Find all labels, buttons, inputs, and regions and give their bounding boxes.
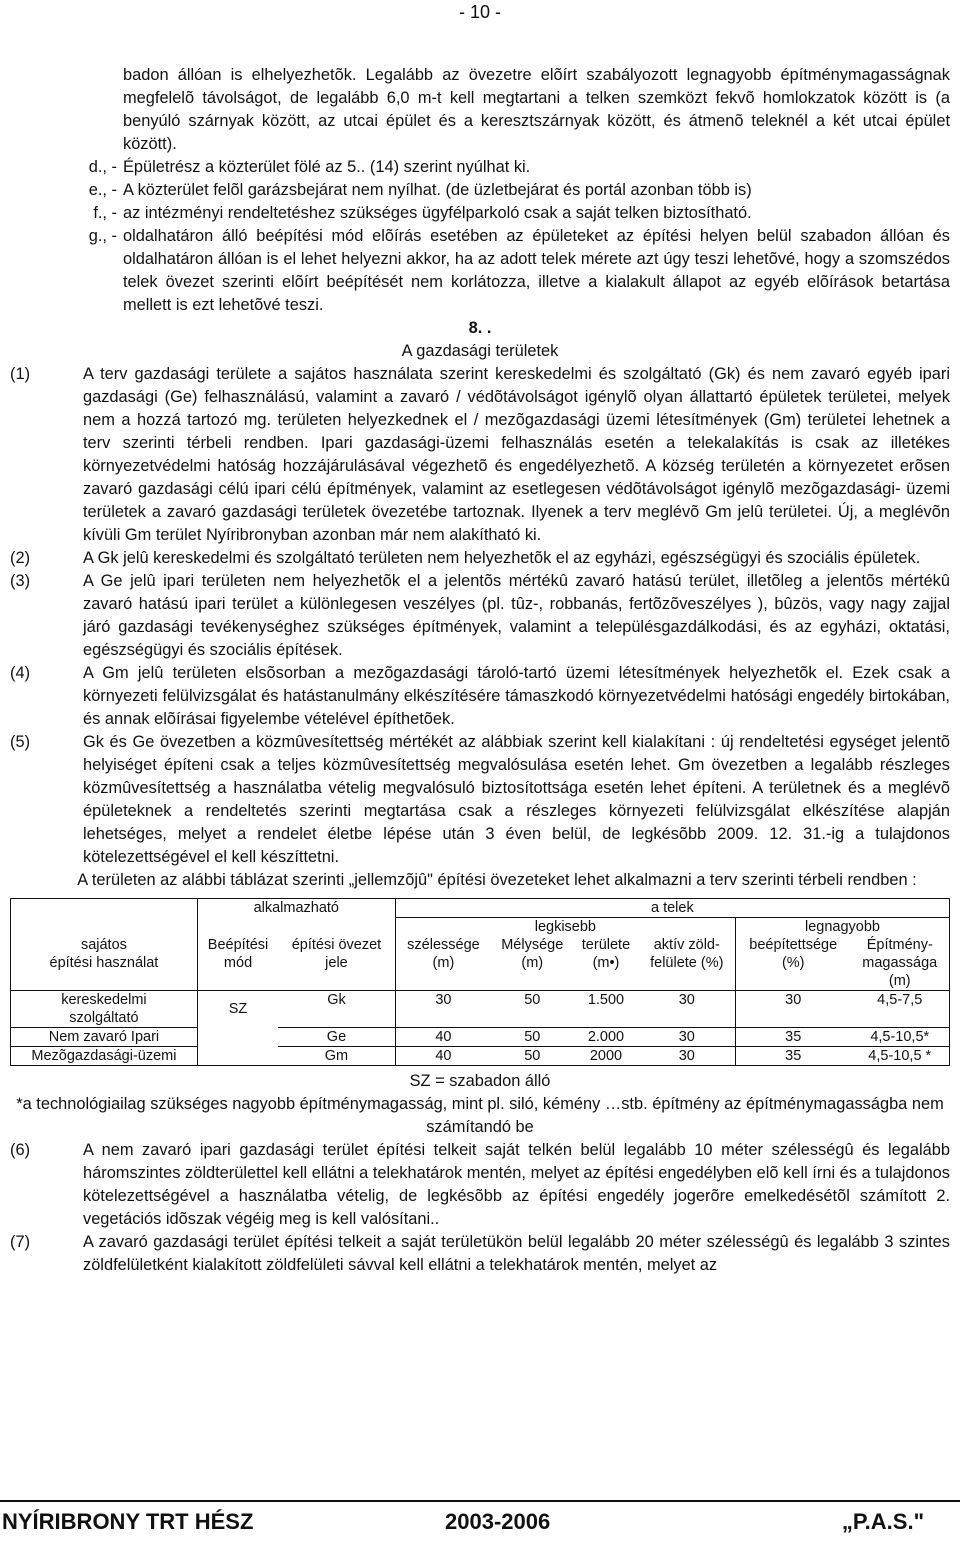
sub-item-text: oldalhatáron álló beépítési mód elõírás esetében az épületeket az építési helyen belül szabadon állóan és oldalhatáron állóan is el lehet helyezni akkor, ha az adott telek mérete azt úgy teszi lehetõvé, hogy a szomszédos telek övezet szerinti elõírt beépítését nem korlátozza, illetve a kialakult állapot az egyéb elõírások betartása mellett is ezt lehetõvé teszi. [123, 227, 950, 314]
intro-paragraph: badon állóan is elhelyezhetõk. Legalább az övezetre elõírt szabályozott legnagyobb építménymagasságnak megfelelõ távolságot, de legalább 6,0 m-t kell megtartani a telken szemközt fekvõ homlokzatok között is (a benyúló szárnyak között, az utcai épület és a keresztszárnyak között, és átmenõ teleknél a két utcai épület között). [123, 66, 950, 153]
note-star: *a technológiailag szükséges nagyobb építménymagasság, mint pl. siló, kémény …stb. építmény az építménymagasságba nem számítandó be [16, 1095, 944, 1136]
cell-height: 4,5-10,5 * [851, 1047, 950, 1066]
paragraph-2 [10, 547, 950, 570]
sub-item-text: az intézményi rendeltetéshez szükséges ügyfélparkoló csak a saját telken biztosítható. [123, 204, 752, 222]
paragraph-number: (2) [10, 549, 31, 567]
header-beepitettsege: beépítettsége [749, 937, 838, 953]
cell-depth: 50 [524, 992, 541, 1008]
paragraph-number: (7) [10, 1233, 31, 1251]
table-row [11, 1047, 950, 1066]
header-legkisebb: legkisebb [395, 918, 735, 937]
header-alkalmazhato: alkalmazható [197, 899, 395, 918]
cell-mod: SZ [197, 991, 278, 1028]
page-footer [0, 1500, 960, 1542]
header-jele: jele [278, 954, 395, 972]
cell-built: 30 [785, 992, 802, 1008]
section-number: 8. . [468, 319, 492, 337]
cell-area: 1.500 [587, 992, 625, 1008]
cell-built: 35 [735, 1047, 850, 1066]
cell-area: 2000 [573, 1047, 638, 1066]
cell-height: 4,5-10,5* [851, 1028, 950, 1047]
table-intro: A területen az alábbi táblázat szerinti „jellemzõjû" építési övezeteket lehet alkalmazni a terv szerinti térbeli rendben : [77, 871, 917, 889]
sub-item-label: d., - [88, 158, 117, 176]
cell-use: Nem zavaró Ipari [11, 1028, 198, 1047]
cell-use: kereskedelmi [11, 991, 198, 1010]
paragraph-text: A Ge jelû ipari területen nem helyezhetõk el a jelentõs mértékû zavaró hatású terület, illetõleg a jelentõs mértékû zavaró hatású ipari terület a különlegesen veszélyes (pl. tûz-, robbanás, fertõzõveszélyes ), bûzös, vagy nagy zajjal járó gazdasági tevékenységhez szükséges építmények, valamint a településgazdálkodási, és az egyházi, oktatási, egészségügyi és szociális építések. [83, 572, 950, 659]
cell-depth: 50 [491, 1047, 573, 1066]
header-beepitesi: Beépítési [197, 936, 278, 954]
header-beepitettsege-unit: (%) [781, 955, 805, 971]
header-melysege: Mélysége [501, 937, 564, 953]
paragraph-4 [10, 662, 950, 731]
header-terulete: területe [581, 937, 631, 953]
section-title: A gazdasági területek [401, 342, 559, 360]
sub-item-label: g., - [88, 227, 117, 245]
header-magassaga: magassága [851, 954, 950, 972]
paragraph-3 [10, 570, 950, 662]
cell-area: 2.000 [573, 1028, 638, 1047]
cell-green: 30 [639, 1028, 736, 1047]
cell-use: Mezõgazdasági-üzemi [11, 1047, 198, 1066]
sub-item-label: f., - [93, 204, 117, 222]
paragraph-text: A Gm jelû területen elsõsorban a mezõgazdasági tároló-tartó üzemi létesítmények helyezhetõk el. Ezek csak a környezeti felülvizsgálat és hatástanulmány elkészítésére támaszkodó környezetvédelmi hatósági engedély birtokában, és annak elõírásai figyelembe vételével építhetõek. [83, 664, 950, 728]
paragraph-number: (4) [10, 664, 31, 682]
cell-width: 40 [395, 1028, 491, 1047]
zoning-table-wrapper [10, 898, 950, 1066]
header-magassaga-unit: (m) [851, 972, 950, 991]
header-epitesi-hasznalat: építési használat [11, 954, 198, 972]
cell-code: Ge [278, 1028, 395, 1047]
header-epitmeny: Építmény- [851, 936, 950, 954]
cell-depth: 50 [491, 1028, 573, 1047]
sub-item-label: e., - [88, 181, 117, 199]
table-row [11, 1028, 950, 1047]
cell-use-cont: szolgáltató [11, 1009, 198, 1028]
cell-green: 30 [639, 991, 736, 1010]
sub-item-g [10, 225, 950, 317]
paragraph-number: (5) [10, 733, 31, 751]
cell-green: 30 [639, 1047, 736, 1066]
paragraph-1 [10, 363, 950, 547]
document-body [10, 64, 950, 1277]
paragraph-text: Gk és Ge övezetben a közmûvesítettség mértékét az alábbiak szerint kell kialakítani : új rendeltetési egységet jelentõ helyiséget építeni csak a teljes közmûvesítettség megvalósulása esetén lehet. Gm övezetben a legalább részleges közmûvesítettség a használatba vételig megvalósuló biztosítottsága esetén lehet építeni. A területnek és a meglévõ épületeknek a rendeltetés szerinti megtartása csak a részleges környezeti felülvizsgálat elkészítése alapján lehetséges, melyet a rendelet életbe lépése után 3 éven belül, de legkésõbb 2009. 12. 31.-ig a tulajdonos kötelezettségével el kell készíttetni. [83, 733, 950, 866]
paragraph-number: (3) [10, 572, 31, 590]
paragraph-text: A zavaró gazdasági terület építési telkeit a saját területükön belül legalább 20 méter szélességû és legalább 3 szintes zöldfelületként kialakított zöldfelületi sávval kell ellátni a telekhatárok mentén, melyet az [83, 1233, 950, 1274]
paragraph-6 [10, 1139, 950, 1231]
sub-item-text: A közterület felõl garázsbejárat nem nyílhat. (de üzletbejárat és portál azonban több is) [123, 181, 752, 199]
sub-item-f [10, 202, 950, 225]
note-sz: SZ = szabadon álló [409, 1072, 551, 1090]
paragraph-text: A nem zavaró ipari gazdasági terület építési telkeit saját telkén belül legalább 10 méter szélességû és legalább háromszintes zöldterülettel kell ellátni a telekhatárok mentén, melyet az építési engedélyben elõ kell írni és a tulajdonos kötelezettségével a használatba vételig, de legkésõbb az építési engedély jogerõre emelkedésétõl számított 2. vegetációs idõszak végéig meg is kell valósítani.. [83, 1141, 950, 1228]
footer-years: 2003-2006 [445, 1509, 551, 1534]
cell-code: Gm [278, 1047, 395, 1066]
header-mod: mód [197, 954, 278, 972]
sub-item-text: Épületrész a közterület fölé az 5.. (14) szerint nyúlhat ki. [123, 158, 531, 176]
header-a-telek: a telek [395, 899, 949, 918]
header-legnagyobb: legnagyobb [735, 918, 949, 937]
header-sajatos: sajátos [11, 936, 198, 954]
header-terulete-unit: (m•) [592, 955, 620, 971]
cell-width: 40 [395, 1047, 491, 1066]
header-melysege-unit: (m) [521, 955, 544, 971]
cell-code: Gk [278, 991, 395, 1010]
header-epitesi-ovezet: építési övezet [278, 936, 395, 954]
header-szelessege: szélessége [407, 937, 480, 953]
header-aktiv: aktív zöld- [639, 936, 736, 954]
paragraph-text: A Gk jelû kereskedelmi és szolgáltató területen nem helyezhetõk el az egyházi, egészségügyi és szociális épületek. [83, 549, 921, 567]
sub-item-d [10, 156, 950, 179]
cell-width: 30 [435, 992, 452, 1008]
table-row [11, 991, 950, 1010]
cell-height: 4,5-7,5 [851, 991, 950, 1010]
zoning-table [10, 898, 950, 1066]
header-feluletet: felülete (%) [639, 954, 736, 972]
sub-item-e [10, 179, 950, 202]
paragraph-number: (1) [10, 365, 31, 383]
paragraph-number: (6) [10, 1141, 31, 1159]
table-row [11, 1009, 950, 1028]
header-szelessege-unit: (m) [432, 955, 455, 971]
cell-built: 35 [735, 1028, 850, 1047]
paragraph-text: A terv gazdasági területe a sajátos használata szerint kereskedelmi és szolgáltató (Gk) és nem zavaró egyéb ipari gazdasági (Ge) felhasználású, valamint a zavaró / védõtávolságot igénylõ olyan állattartó épületek területei, melyek nem a hozzá tartozó mg. területen helyezkednek el / mezõgazdasági üzemi létesítmények (Gm) területei lehetnek a terv szerinti térbeli rendben. Ipari gazdasági-üzemi felhasználás esetén a telekalakítás is csak az illetékes környezetvédelmi hatóság hozzájárulásával végezhetõ és engedélyezhetõ. A község területén a környezetet erõsen zavaró gazdasági célú ipari célú építmények, valamint az esetlegesen védõtávolságot igénylõ mezõgazdasági- üzemi területek a zavaró gazdasági területek övezetébe tartoznak. Ilyenek a terv meglévõ Gm jelû területei. Új, a meglévõn kívüli Gm terület Nyíribronyban azonban már nem alakítható ki. [83, 365, 950, 544]
paragraph-7 [10, 1231, 950, 1277]
paragraph-5 [10, 731, 950, 869]
page-number: - 10 - [458, 2, 501, 22]
footer-author: „P.A.S." [841, 1509, 924, 1534]
footer-title: NYÍRIBRONY TRT HÉSZ [2, 1509, 254, 1534]
